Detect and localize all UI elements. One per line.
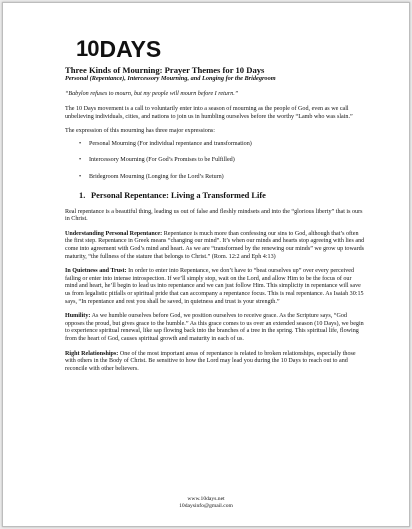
expression-label: Intercessory Mourning (For God’s Promises to be Fulfilled) [89,157,235,164]
list-item [79,174,365,182]
expressions-intro: The expression of this mourning has three major expressions: [65,128,215,135]
paragraph-text: Repentance is much more than confessing our sins to God, although that’s often the first step. Repentance in Greek means “changing our mind”. It’s when our minds and hearts stop agreeing with lies and come into agreement with God’s mind and heart. As we are “transformed by the renewing our minds” we grow up towards maturity, “the fullness of the stature that belongs to Christ.” (Rom. 12:2 and Eph 4:13) [65,230,365,260]
section-title: Personal Repentance: Living a Transformed Life [91,190,266,200]
paragraph-lead: Right Relationships: [65,350,119,357]
opening-quote: “Babylon refuses to mourn, but my people will mourn before I return.” [65,90,239,97]
expression-label: Personal Mourning (For individual repentance and transformation) [89,140,252,147]
section-intro: Real repentance is a beautiful thing, leading us out of false and fleshly mindsets and into the “glorious liberty” that is ours in Christ. [65,208,363,223]
document-subtitle: Personal (Repentance), Intercessory Mourning, and Longing for the Bridegroom [65,75,276,82]
document-page [2,2,410,527]
intro-paragraph: The 10 Days movement is a call to voluntarily enter into a season of mourning as the people of God, even as we call unbelieving individuals, cities, and nations to join us in humbling ourselves before the worthy “Lamb who was slain.” [65,106,353,120]
document-body [65,65,365,380]
footer-email: 10daysinfo@gmail.com [179,503,233,509]
paragraph-text: One of the most important areas of repentance is related to broken relationships, especially those with others in the Body of Christ. Be sensitive to how the Lord may lead you during the 10 Days to reach out to and reconcile with other believers. [65,350,356,372]
bullet-icon: • [79,140,82,147]
paragraph-lead: Understanding Personal Repentance: [65,230,163,237]
paragraph-lead: In Quietness and Trust: [65,268,127,275]
paragraph-text: In order to enter into Repentance, we don’t have to “beat ourselves up” over every perceived failing or enter into intense introspection. If we’ll simply stop, wait on the Lord, and allow Him to be the focus of our mind and heart, he’ll begin to lead us into repentance and we can just follow Him. This simplicity in repentance will save us from legalistic pitfalls or spiritual pride that can accompany a repentance focus. This is real repentance. As Isaiah 30:15 says, “In repentance and rest you shall be saved, in quietness and trust is your strength.” [65,268,364,305]
expression-label: Bridegroom Mourning (Longing for the Lord’s Return) [89,174,224,181]
list-item [79,157,365,165]
paragraph-lead: Humility: [65,313,91,320]
section-number: 1. [79,190,86,200]
paragraph-relationships [65,351,365,374]
document-title: Three Kinds of Mourning: Prayer Themes for 10 Days [65,65,265,75]
footer-website: www.10days.net [187,496,225,502]
paragraph-quietness [65,268,365,306]
bullet-icon: • [79,174,82,181]
section-heading [79,191,365,201]
paragraph-humility [65,313,365,343]
paragraph-text: As we humble ourselves before God, we position ourselves to receive grace. As the Scripture says, “God opposes the proud, but gives grace to the humble.” As this grace comes to us over an extended season (10 Days), we begin to experience spiritual renewal, like sap flowing back into the branches of a tree in the spring. This spiritual life, flowing from the heart of God, causes spiritual growth and maturity in each of us. [65,313,364,342]
ten-days-logo [76,36,161,62]
paragraph-understanding [65,231,365,261]
bullet-icon: • [79,157,82,164]
list-item [79,141,365,149]
page-footer [3,496,409,510]
logo-word: DAYS [99,35,162,62]
logo-mark: 10 [76,36,99,61]
expressions-list [79,141,365,182]
